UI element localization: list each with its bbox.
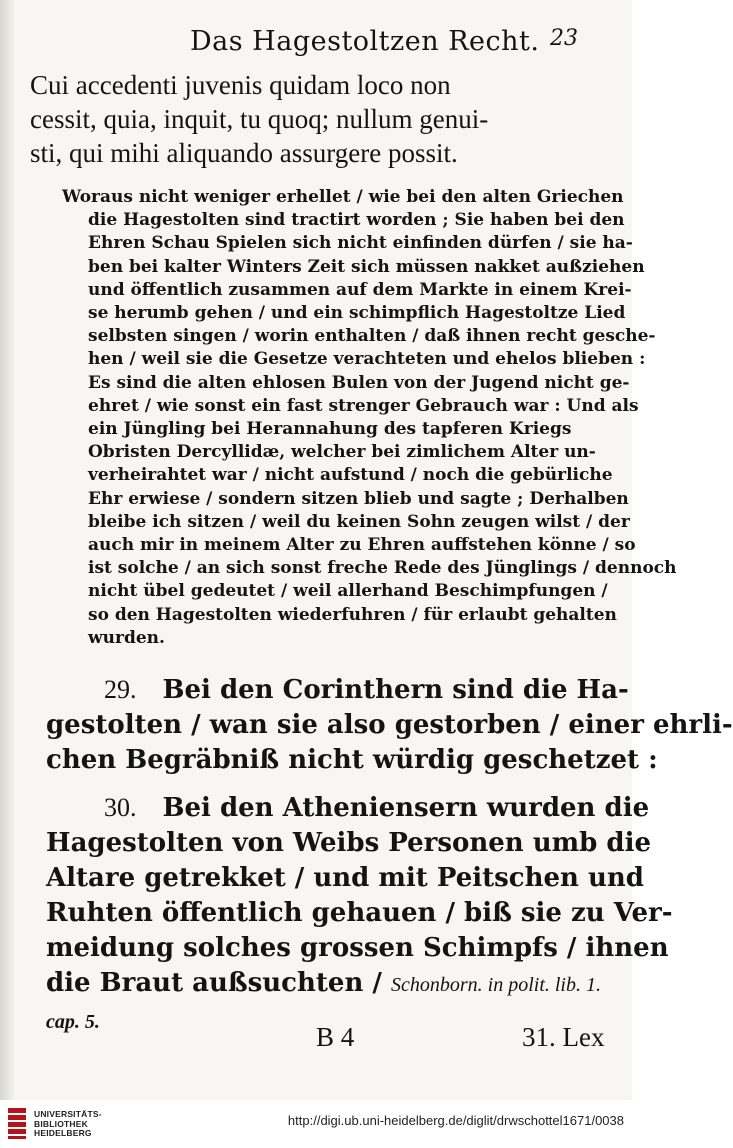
commentary-line: wurden. bbox=[88, 627, 165, 648]
catchword: 31. Lex bbox=[522, 1022, 605, 1052]
citation-tail-text: cap. 5. bbox=[46, 1011, 100, 1033]
commentary-line: verheirahtet war / nicht aufstund / noch die gebürliche bbox=[88, 465, 613, 486]
commentary-line: Obristen Dercyllidæ, welcher bei zimlichem Alter un- bbox=[88, 442, 596, 463]
library-name bbox=[34, 1110, 102, 1139]
latin-quote bbox=[30, 68, 610, 170]
commentary-line: Ehr erwiese / sondern sitzen blieb und sagte ; Derhalben bbox=[88, 488, 629, 509]
page-header bbox=[180, 26, 600, 62]
section-line: Hagestolten von Weibs Personen umb die bbox=[46, 828, 651, 858]
latin-line: Cui accedenti juvenis quidam loco non bbox=[30, 70, 451, 100]
section-number: 29. bbox=[104, 675, 137, 704]
library-name-line: HEIDELBERG bbox=[34, 1128, 92, 1138]
source-url[interactable]: http://digi.ub.uni-heidelberg.de/diglit/drwschottel1671/0038 bbox=[287, 1113, 624, 1128]
section-line: Altare getrekket / und mit Peitschen und bbox=[46, 863, 644, 893]
commentary-line: se herumb gehen / und ein schimpflich Hagestoltze Lied bbox=[88, 303, 626, 324]
section-text: Bei den Atheniensern wurden die bbox=[162, 793, 650, 823]
commentary-paragraph bbox=[62, 186, 677, 650]
section-30 bbox=[46, 790, 673, 1040]
section-line bbox=[46, 790, 650, 826]
page-spine bbox=[0, 0, 14, 1100]
signature-mark: B 4 bbox=[316, 1022, 355, 1052]
commentary-line: selbsten singen / worin enthalten / daß ihnen recht gesche- bbox=[88, 326, 656, 347]
commentary-line: Ehren Schau Spielen sich nicht einfinden dürfen / sie ha- bbox=[88, 233, 633, 254]
section-line: meidung solches grossen Schimpfs / ihnen bbox=[46, 933, 669, 963]
commentary-line: nicht übel gedeutet / weil allerhand Beschimpfungen / bbox=[88, 581, 608, 602]
commentary-line: ehret / wie sonst ein fast strenger Gebrauch war : Und als bbox=[88, 395, 639, 416]
commentary-line: ben bei kalter Winters Zeit sich müssen nakket außziehen bbox=[88, 256, 645, 277]
commentary-line: Es sind die alten ehlosen Bulen von der Jugend nicht ge- bbox=[88, 372, 630, 393]
commentary-line: bleibe ich sitzen / weil du keinen Sohn zeugen wilst / der bbox=[88, 511, 630, 532]
library-name-line: UNIVERSITÄTS- bbox=[34, 1109, 102, 1119]
section-line bbox=[46, 966, 606, 1003]
section-text: die Braut außsuchten / bbox=[46, 968, 382, 998]
section-29 bbox=[46, 672, 733, 778]
citation: Schonborn. in polit. lib. 1. bbox=[390, 974, 601, 996]
commentary-line: Woraus nicht weniger erhellet / wie bei den alten Griechen bbox=[62, 187, 624, 207]
commentary-line: ist solche / an sich sonst freche Rede des Jünglings / dennoch bbox=[88, 558, 677, 579]
section-line: gestolten / wan sie also gestorben / einer ehrli- bbox=[46, 710, 733, 740]
latin-line: cessit, quia, inquit, tu quoq; nullum genui- bbox=[30, 104, 489, 134]
commentary-line: hen / weil sie die Gesetze verachteten und ehelos blieben : bbox=[88, 349, 646, 370]
section-text: Bei den Corinthern sind die Ha- bbox=[162, 675, 629, 705]
library-logo-icon bbox=[6, 1106, 28, 1140]
commentary-line: auch mir in meinem Alter zu Ehren auffstehen könne / so bbox=[88, 535, 636, 556]
viewer-footer bbox=[0, 1100, 632, 1148]
latin-line: sti, qui mihi aliquando assurgere possit. bbox=[30, 138, 458, 168]
section-number: 30. bbox=[104, 793, 137, 822]
commentary-line: ein Jüngling bei Herannahung des tapferen Kriegs bbox=[88, 419, 572, 440]
library-name-line: BIBLIOTHEK bbox=[34, 1118, 88, 1129]
commentary-line: und öffentlich zusammen auf dem Markte in einem Krei- bbox=[88, 279, 632, 300]
section-line bbox=[46, 672, 629, 708]
section-line: Ruhten öffentlich gehauen / biß sie zu Ver- bbox=[46, 898, 673, 928]
commentary-line: so den Hagestolten wiederfuhren / für erlaubt gehalten bbox=[88, 604, 617, 625]
commentary-line: die Hagestolten sind tractirt worden ; Sie haben bei den bbox=[88, 210, 625, 231]
section-line: chen Begräbniß nicht würdig geschetzet : bbox=[46, 745, 658, 775]
page-number: 23 bbox=[550, 26, 578, 51]
running-head: Das Hagestoltzen Recht. bbox=[190, 26, 540, 57]
